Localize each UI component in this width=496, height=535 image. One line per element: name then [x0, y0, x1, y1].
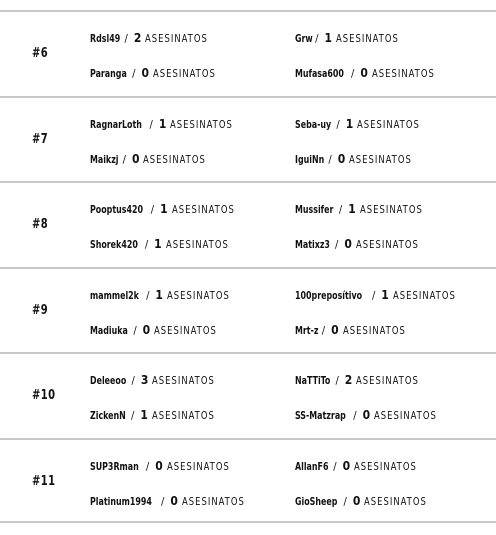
- player-name: AllanF6: [295, 459, 329, 473]
- team-rank: #10: [32, 388, 56, 403]
- separator: /: [353, 409, 357, 422]
- player-name: Platinum1994: [90, 494, 152, 508]
- team-rank: #7: [32, 131, 49, 147]
- player-name: 100preposítivo: [295, 288, 363, 302]
- kills-label: ASESINATOS: [152, 374, 216, 387]
- kill-count: 1: [155, 287, 163, 302]
- player-entry: [295, 494, 451, 509]
- player-name: Mussifer: [295, 203, 334, 216]
- player-name: Paranga: [90, 67, 127, 80]
- kills-label: ASESINATOS: [392, 288, 456, 302]
- separator: /: [321, 323, 326, 337]
- team-row: [0, 438, 496, 524]
- player-name: NaTTiTo: [295, 374, 331, 387]
- player-name: Mufasa600: [295, 67, 344, 80]
- separator: /: [160, 494, 165, 508]
- kill-count: 1: [158, 116, 167, 131]
- player-entry: [295, 373, 442, 388]
- player-entry: [295, 117, 443, 132]
- kills-label: ASESINATOS: [154, 323, 218, 337]
- player-name: RagnarLoth: [90, 117, 142, 131]
- kill-count: 1: [160, 202, 168, 216]
- team-rank: #9: [32, 302, 49, 318]
- kills-label: ASESINATOS: [151, 409, 215, 422]
- player-entry: [295, 459, 440, 474]
- player-name: Deleeoo: [90, 374, 127, 387]
- player-entry: [90, 66, 239, 81]
- kills-label: ASESINATOS: [152, 67, 216, 80]
- player-entry: [90, 494, 270, 509]
- player-name: Maikzj: [90, 152, 119, 166]
- kills-label: ASESINATOS: [371, 67, 435, 80]
- kill-count: 0: [344, 237, 352, 251]
- separator: /: [315, 32, 319, 45]
- player-name: Shorek420: [90, 238, 138, 251]
- kills-label: ASESINATOS: [355, 238, 419, 251]
- player-name: IguiNn: [295, 152, 325, 166]
- kills-label: ASESINATOS: [342, 323, 406, 337]
- player-entry: [295, 237, 441, 252]
- kill-count: 0: [331, 322, 339, 337]
- kills-label: ASESINATOS: [336, 32, 399, 45]
- player-entry: [90, 373, 238, 388]
- separator: /: [133, 323, 137, 337]
- player-entry: [295, 408, 461, 423]
- kills-label: ASESINATOS: [143, 152, 207, 166]
- player-entry: [90, 288, 254, 303]
- separator: /: [146, 288, 150, 302]
- player-entry: [295, 31, 420, 46]
- team-row: [0, 181, 496, 267]
- kill-count: 0: [141, 66, 149, 80]
- kill-count: 0: [360, 66, 368, 80]
- player-name: Madiuka: [90, 323, 128, 337]
- kill-count: 1: [348, 202, 356, 216]
- player-name: GioSheep: [295, 494, 338, 508]
- kill-count: 1: [140, 408, 148, 422]
- kill-count: 0: [342, 458, 351, 473]
- separator: /: [328, 152, 332, 166]
- kills-label: ASESINATOS: [349, 152, 413, 166]
- scoreboard: [0, 10, 496, 523]
- kill-count: 3: [140, 373, 149, 387]
- separator: /: [351, 67, 355, 80]
- team-row: [0, 10, 496, 96]
- kill-count: 0: [337, 151, 346, 166]
- kills-label: ASESINATOS: [166, 459, 230, 473]
- player-entry: [90, 323, 240, 338]
- kills-label: ASESINATOS: [356, 374, 420, 387]
- player-name: Pooptus420: [90, 203, 144, 216]
- player-name: Mrt-z: [295, 323, 319, 337]
- player-entry: [295, 288, 482, 303]
- separator: /: [132, 67, 136, 80]
- team-row: [0, 352, 496, 438]
- kill-count: 0: [131, 151, 140, 166]
- player-entry: [295, 152, 434, 167]
- kills-label: ASESINATOS: [354, 459, 417, 473]
- separator: /: [130, 409, 135, 422]
- player-name: Matixz3: [295, 238, 330, 251]
- separator: /: [336, 117, 340, 131]
- separator: /: [122, 152, 126, 166]
- kill-count: 0: [155, 458, 163, 473]
- kill-count: 1: [324, 31, 333, 45]
- separator: /: [334, 238, 339, 251]
- player-entry: [90, 152, 228, 167]
- player-entry: [90, 31, 231, 46]
- team-rank: #6: [32, 46, 49, 61]
- player-name: ZickenN: [90, 409, 126, 422]
- kills-label: ASESINATOS: [364, 494, 428, 508]
- kill-count: 2: [133, 31, 142, 45]
- player-name: Seba-uy: [295, 117, 332, 131]
- kills-label: ASESINATOS: [166, 288, 230, 302]
- player-entry: [295, 323, 427, 338]
- separator: /: [149, 117, 153, 131]
- kill-count: 1: [345, 116, 354, 131]
- player-entry: [90, 237, 253, 252]
- kills-label: ASESINATOS: [171, 203, 235, 216]
- separator: /: [338, 203, 343, 216]
- kills-label: ASESINATOS: [170, 117, 234, 131]
- separator: /: [333, 459, 337, 473]
- separator: /: [343, 494, 347, 508]
- player-name: Grw: [295, 32, 313, 45]
- kill-count: 0: [362, 408, 371, 422]
- player-entry: [90, 117, 258, 132]
- separator: /: [335, 374, 339, 387]
- team-row: [0, 267, 496, 353]
- kills-label: ASESINATOS: [357, 117, 421, 131]
- player-name: Rdsl49: [90, 32, 121, 45]
- kill-count: 0: [170, 493, 178, 508]
- separator: /: [145, 459, 150, 473]
- kills-label: ASESINATOS: [359, 203, 423, 216]
- player-name: SS-Matzrap: [295, 409, 346, 422]
- team-rank: #11: [32, 473, 56, 489]
- kill-count: 2: [344, 373, 353, 387]
- player-entry: [90, 408, 238, 423]
- player-entry: [90, 202, 259, 217]
- kills-label: ASESINATOS: [165, 238, 229, 251]
- separator: /: [124, 32, 128, 45]
- kill-count: 0: [142, 322, 151, 337]
- player-name: SUP3Rman: [90, 459, 139, 473]
- kills-label: ASESINATOS: [374, 409, 437, 422]
- separator: /: [371, 288, 376, 302]
- kills-label: ASESINATOS: [145, 32, 209, 45]
- team-rank: #8: [32, 217, 49, 232]
- separator: /: [131, 374, 135, 387]
- separator: /: [144, 238, 149, 251]
- kill-count: 1: [154, 237, 162, 251]
- kills-label: ASESINATOS: [181, 494, 245, 508]
- player-entry: [90, 459, 254, 474]
- separator: /: [150, 203, 155, 216]
- player-name: mammel2k: [90, 288, 139, 302]
- player-entry: [295, 66, 459, 81]
- kill-count: 0: [352, 493, 361, 508]
- team-row: [0, 96, 496, 182]
- kill-count: 1: [381, 287, 389, 302]
- player-entry: [295, 202, 446, 217]
